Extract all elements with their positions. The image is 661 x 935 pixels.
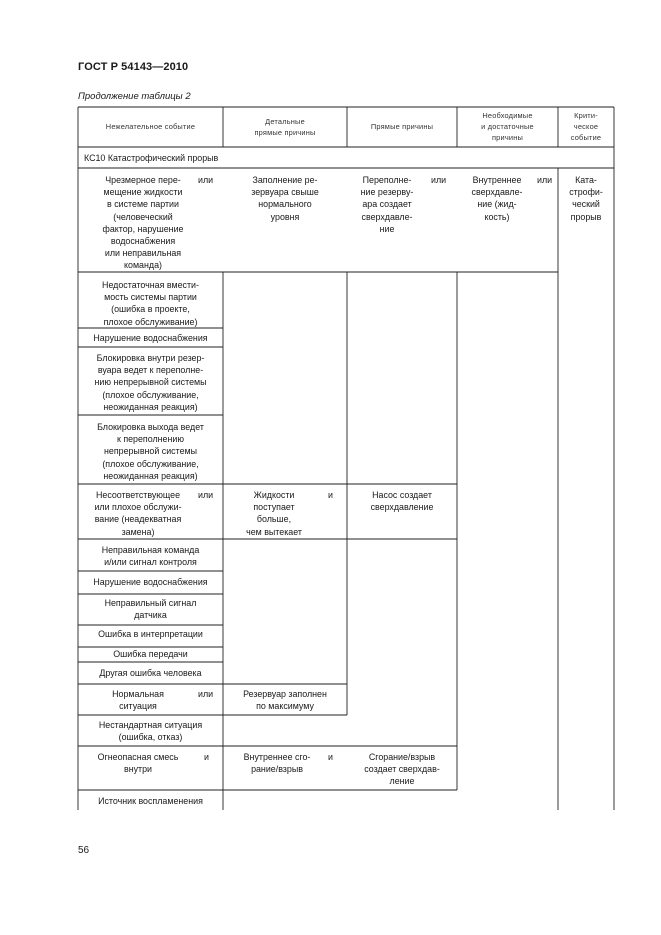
table-caption: Продолжение таблицы 2 (78, 91, 191, 102)
event-cell: Недостаточная вмести- мость системы партии (ошибка в проекте, плохое обслуживание) (102, 280, 199, 327)
event-cell: Огнеопасная смесь внутри (97, 752, 179, 775)
detailed-cause-cell: Внутреннее сго- рание/взрыв (243, 752, 311, 775)
direct-cause-cell: Насос создает сверхдавление (370, 490, 434, 513)
connector-or: или (431, 175, 447, 185)
connector-or: или (198, 490, 214, 500)
detailed-cause-cell: Заполнение ре- зервуара свыше нормального уровня (251, 175, 319, 222)
event-cell: Неправильная команда и/или сигнал контроля (101, 545, 200, 568)
event-cell: Ошибка в интерпретации (98, 629, 203, 639)
detailed-cause-cell: Жидкости поступает больше, чем вытекает (246, 490, 302, 537)
connector-and: и (328, 752, 333, 762)
page-number: 56 (78, 845, 90, 856)
connector-or: или (537, 175, 553, 185)
event-cell: Чрезмерное пере- мещение жидкости в системе партии (человеческий фактор, нарушение водоснабжения или неправильная команда) (102, 175, 184, 271)
necessary-cause-cell: Внутреннее сверхдавле- ние (жид- кость) (471, 175, 523, 222)
event-cell: Несоответствующее или плохое обслужи- вание (неадекватная замена) (94, 490, 182, 537)
header-necessary-causes: Необходимые и достаточные причины (481, 111, 534, 142)
event-cell: Блокировка внутри резер- вуара ведет к переполне- нию непрерывной системы (плохое обслуживание, неожиданная реакция) (94, 353, 207, 412)
event-cell: Нормальная ситуация (112, 689, 164, 712)
direct-cause-cell: Переполне- ние резерву- ара создает сверхдавле- ние (360, 175, 414, 234)
connector-and: и (328, 490, 333, 500)
connector-and: и (204, 752, 209, 762)
header-detailed-causes: Детальные прямые причины (254, 117, 316, 137)
header-direct-causes: Прямые причины (370, 122, 434, 131)
header-event: Нежелательное событие (105, 122, 196, 131)
event-cell: Блокировка выхода ведет к переполнению непрерывной системы (плохое обслуживание, неожиданная реакция) (97, 422, 204, 481)
event-cell: Другая ошибка человека (99, 668, 202, 678)
critical-event-cell: Ката- строфи- ческий прорыв (569, 175, 603, 222)
event-cell: Нарушение водоснабжения (93, 577, 208, 587)
connector-or: или (198, 175, 214, 185)
section-title: КС10 Катастрофический прорыв (84, 153, 219, 163)
header-critical-event: Крити- ческое событие (570, 111, 602, 142)
event-cell: Нестандартная ситуация (ошибка, отказ) (98, 720, 203, 743)
direct-cause-cell: Сгорание/взрыв создает сверхдав- ление (364, 752, 440, 787)
event-cell: Ошибка передачи (113, 649, 188, 659)
event-cell: Нарушение водоснабжения (93, 333, 208, 343)
detailed-cause-cell: Резервуар заполнен по максимуму (243, 689, 327, 712)
event-cell: Неправильный сигнал датчика (104, 598, 197, 621)
event-cell: Источник воспламенения (98, 796, 203, 806)
document-standard-title: ГОСТ Р 54143—2010 (78, 61, 189, 73)
connector-or: или (198, 689, 214, 699)
